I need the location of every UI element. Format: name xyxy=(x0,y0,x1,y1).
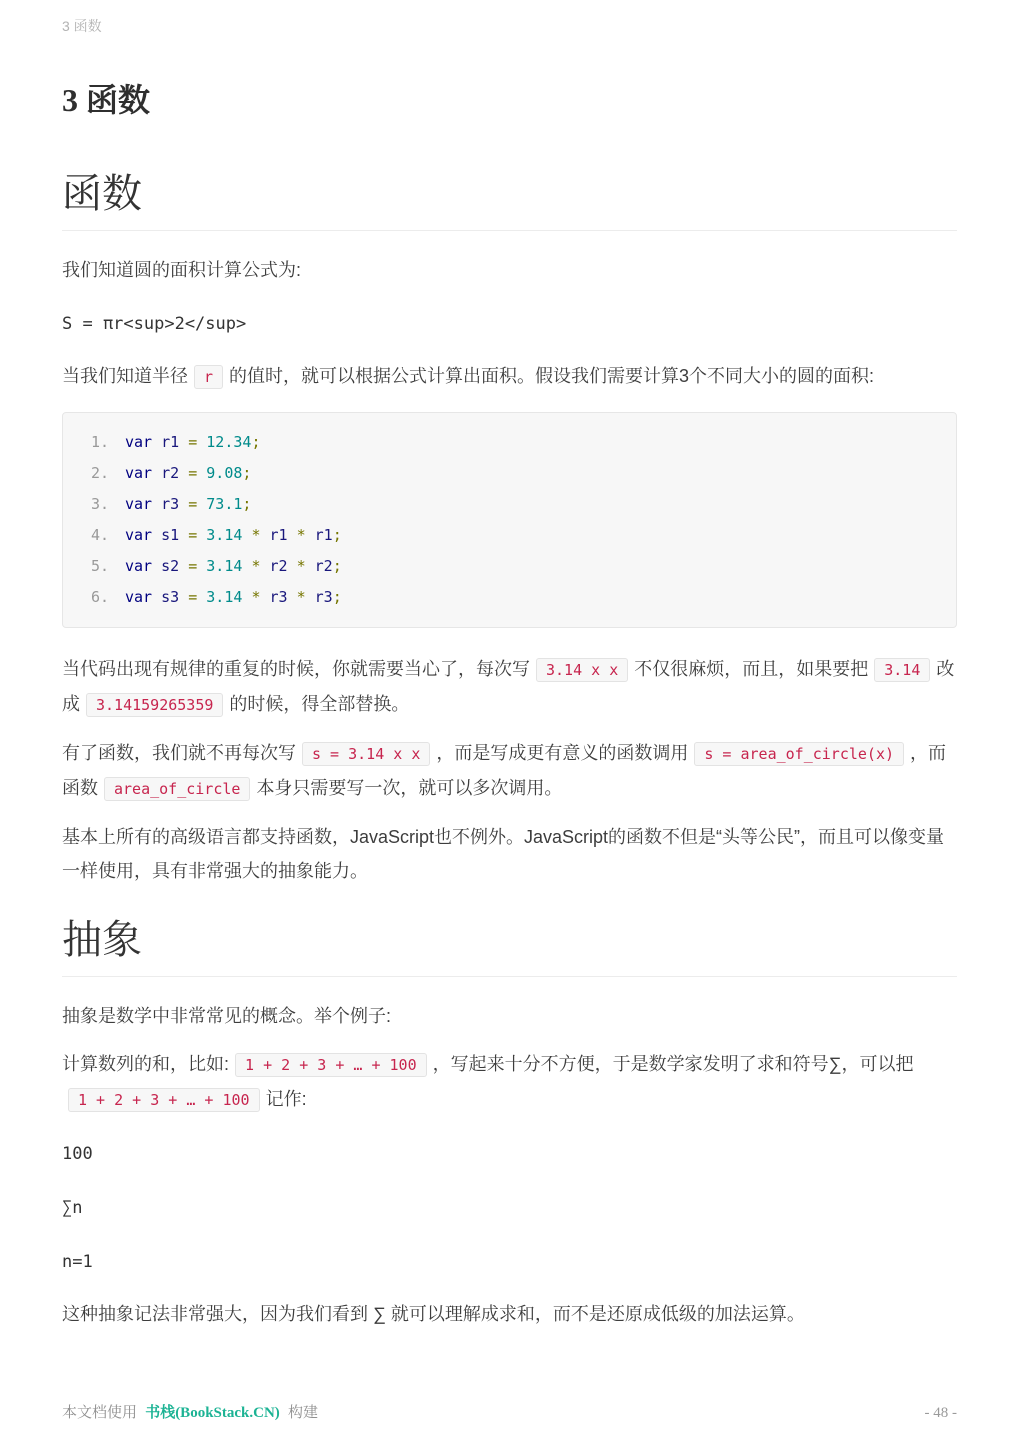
section-divider xyxy=(62,976,957,977)
code-line-number: 5. xyxy=(90,557,109,575)
paragraph-intro: 我们知道圆的面积计算公式为: xyxy=(62,260,301,280)
text-run: 记作: xyxy=(265,1089,307,1109)
section-divider xyxy=(62,230,957,231)
inline-code: 3.14 x x xyxy=(536,658,628,682)
paragraph-formula-literal: S = πr<sup>2</sup> xyxy=(62,314,247,334)
text-run: 的值时，就可以根据公式计算出面积。假设我们需要计算3个不同大小的圆的面积: xyxy=(229,366,875,386)
page-number: - 48 - xyxy=(924,1405,957,1421)
paragraph-conclusion: 这种抽象记法非常强大，因为我们看到 ∑ 就可以理解成求和，而不是还原成低级的加法运算。 xyxy=(62,1304,805,1324)
code-line-number: 2. xyxy=(90,464,109,482)
text-run: 的时候，得全部替换。 xyxy=(229,694,410,714)
text-run: 当代码出现有规律的重复的时候，你就需要当心了，每次写 xyxy=(62,659,530,679)
code-line xyxy=(63,551,938,582)
text-run: ，而是写成更有意义的函数调用 xyxy=(436,743,689,763)
code-line-text: var s1 = 3.14 * r1 * r1; xyxy=(125,526,342,544)
paragraph-all-languages: 基本上所有的高级语言都支持函数，JavaScript也不例外。JavaScript的函数不但是“头等公民”，而且可以像变量一样使用，具有非常强大的抽象能力。 xyxy=(62,827,945,881)
footer-prefix: 本文档使用 xyxy=(62,1404,138,1421)
footer-suffix: 构建 xyxy=(287,1404,318,1421)
inline-code: s = area_of_circle(x) xyxy=(694,742,904,766)
paragraph-with-function xyxy=(62,736,957,806)
code-line xyxy=(63,458,938,489)
bookstack-brand-link[interactable]: 书栈(BookStack.CN) xyxy=(145,1405,280,1421)
text-run: 计算数列的和，比如: xyxy=(62,1054,230,1074)
sum-sigma-n: ∑n xyxy=(62,1198,83,1218)
chapter-heading: 3 函数 xyxy=(62,82,151,118)
code-line-text: var r1 = 12.34; xyxy=(125,433,261,451)
code-line xyxy=(63,427,938,458)
inline-code: 1 + 2 + 3 + … + 100 xyxy=(68,1088,260,1112)
sum-upper-bound: 100 xyxy=(62,1144,93,1164)
paragraph-repeat-warning xyxy=(62,652,957,722)
text-run: ，写起来十分不方便，于是数学家发明了求和符号∑，可以把 xyxy=(432,1054,914,1074)
code-line-text: var r2 = 9.08; xyxy=(125,464,252,482)
code-line-number: 3. xyxy=(90,495,109,513)
section-heading-functions: 函数 xyxy=(62,172,142,216)
page-footer xyxy=(62,1361,957,1422)
inline-code: area_of_circle xyxy=(104,777,250,801)
code-line xyxy=(63,489,938,520)
text-run: 本身只需要写一次，就可以多次调用。 xyxy=(256,778,563,798)
text-run: 当我们知道半径 xyxy=(62,366,188,386)
code-line-number: 1. xyxy=(90,433,109,451)
text-run: ，而函数 xyxy=(62,743,947,798)
code-line xyxy=(63,582,938,613)
code-line-number: 6. xyxy=(90,588,109,606)
inline-code: s = 3.14 x x xyxy=(302,742,430,766)
paragraph-abstract-intro: 抽象是数学中非常常见的概念。举个例子: xyxy=(62,1006,391,1026)
code-line-text: var s3 = 3.14 * r3 * r3; xyxy=(125,588,342,606)
breadcrumb: 3 函数 xyxy=(62,18,102,34)
inline-code: 3.14159265359 xyxy=(86,693,223,717)
code-block xyxy=(62,412,957,628)
code-line-text: var s2 = 3.14 * r2 * r2; xyxy=(125,557,342,575)
paragraph-radius xyxy=(62,359,957,394)
text-run: 不仅很麻烦，而且，如果要把 xyxy=(634,659,869,679)
code-line-number: 4. xyxy=(90,526,109,544)
text-run: 有了函数，我们就不再每次写 xyxy=(62,743,296,763)
code-line xyxy=(63,520,938,551)
sum-lower-bound: n=1 xyxy=(62,1252,93,1272)
footer-build-note xyxy=(62,1401,318,1422)
text-run: 改成 xyxy=(62,659,955,714)
inline-code: 1 + 2 + 3 + … + 100 xyxy=(235,1053,427,1077)
inline-code: 3.14 xyxy=(874,658,930,682)
section-heading-abstract: 抽象 xyxy=(62,918,142,962)
paragraph-sum-series xyxy=(62,1047,957,1117)
code-line-text: var r3 = 73.1; xyxy=(125,495,252,513)
inline-code: r xyxy=(194,365,223,389)
